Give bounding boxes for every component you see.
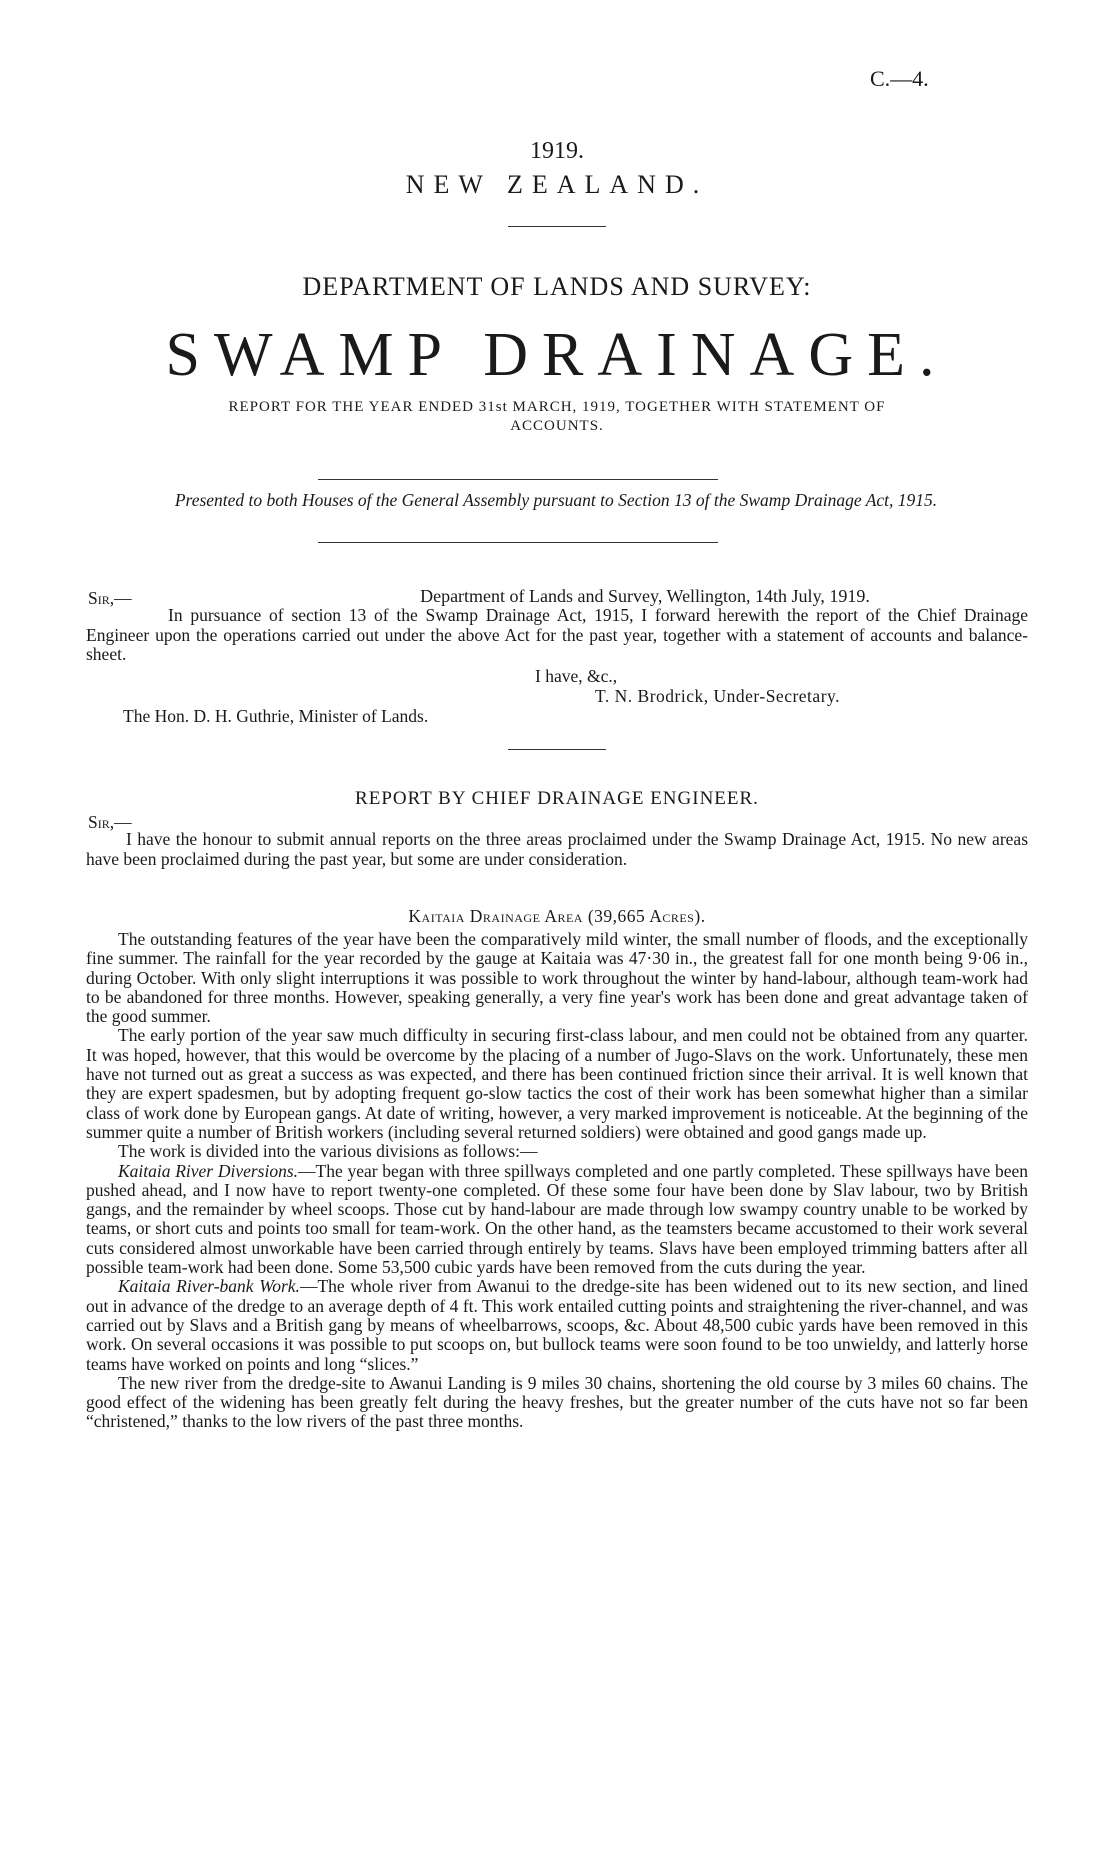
body-paragraph: Kaitaia River-bank Work.—The whole river from Awanui to the dredge-site has been widened out to its new section, and lined out in advance of the dredge to an average depth of 4 ft. This work entailed cutting points and straightening the river-channel, and was carried out by Slavs and a British gang by means of wheelbarrows, scoops, &c. About 48,500 cubic yards have been removed in this work. On several occasions it was possible to put scoops on, but bullock teams were soon found to be too unwieldy, and latterly horse teams have worked on points and long “slices.”: [86, 1276, 1029, 1374]
document-year: 1919.: [530, 138, 584, 164]
letter-body: In pursuance of section 13 of the Swamp Drainage Act, 1915, I forward herewith the report of the Chief Drainage Engineer upon the operations carried out under the above Act for the past year, together with a statement of accounts and balance-sheet.: [86, 605, 1028, 664]
report-salutation: Sir,—: [88, 812, 132, 832]
country-heading: NEW ZEALAND.: [405, 170, 709, 199]
divider-rule: [318, 479, 718, 480]
divider-rule: [508, 749, 606, 750]
body-paragraph: The work is divided into the various divisions as follows:—: [118, 1141, 538, 1162]
body-paragraph: The new river from the dredge-site to Awanui Landing is 9 miles 30 chains, shortening the old course by 3 miles 60 chains. The good effect of the widening has been greatly felt during the heavy freshes, but the greater number of the cuts have not so far been “christened,” thanks to the low rivers of the past three months.: [86, 1372, 1028, 1432]
letter-dateline: Department of Lands and Survey, Wellington, 14th July, 1919.: [420, 586, 870, 606]
report-subtitle: REPORT FOR THE YEAR ENDED 31st MARCH, 1919, TOGETHER WITH STATEMENT OF ACCOUNTS.: [228, 399, 886, 434]
area-heading: Kaitaia Drainage Area (39,665 Acres).: [408, 906, 706, 926]
letter-addressee: The Hon. D. H. Guthrie, Minister of Lands.: [123, 706, 429, 726]
letter-signature: T. N. Brodrick, Under-Secretary.: [595, 686, 841, 706]
department-heading: DEPARTMENT OF LANDS AND SURVEY:: [302, 272, 812, 301]
page-reference: C.—4.: [870, 66, 929, 91]
paragraph-lead: Kaitaia River-bank Work.: [118, 1276, 300, 1297]
body-paragraph: The outstanding features of the year have been the comparatively mild winter, the small number of floods, and the exceptionally fine summer. The rainfall for the year recorded by the gauge at Kaitaia was 47·30 in., the greatest fall for one month being 9·06 in., during October. With only slight interruptions it was possible to work throughout the winter by hand-labour, although team-work had to be abandoned for three months. However, speaking generally, a very fine year's work has been done and great advantage taken of the good summer.: [86, 929, 1028, 1027]
report-intro: I have the honour to submit annual reports on the three areas proclaimed under the Swamp Drainage Act, 1915. No new areas have been proclaimed during the past year, but some are under consideration.: [86, 829, 1028, 869]
report-body: [86, 930, 1028, 1432]
presented-note: Presented to both Houses of the General Assembly pursuant to Section 13 of the Swamp Drainage Act, 1915.: [174, 490, 938, 510]
main-title: SWAMP DRAINAGE.: [165, 321, 949, 389]
divider-rule: [508, 226, 606, 227]
body-paragraph: Kaitaia River Diversions.—The year began with three spillways completed and one partly completed. These spillways have been pushed ahead, and I now have to report twenty-one completed. Of these some four have been done by Slav labour, two by British gangs, and the remainder by wheel scoops. Those cut by hand-labour are made through low swampy country unable to be worked by teams, or short cuts and points too small for team-work. On the other hand, as the teamsters became accustomed to their work several cuts considered almost unworkable have been carried through entirely by teams. Slavs have been employed trimming batters after all possible team-work had been done. Some 53,500 cubic yards have been removed from the cuts during the year.: [86, 1160, 1028, 1278]
report-heading: REPORT BY CHIEF DRAINAGE ENGINEER.: [355, 788, 759, 809]
letter-salutation: Sir,—: [88, 588, 132, 608]
divider-rule: [318, 542, 718, 543]
body-paragraph: The early portion of the year saw much difficulty in securing first-class labour, and men could not be obtained from any quarter. It was hoped, however, that this would be overcome by the placing of a number of Jugo-Slavs on the work. Unfortunately, these men have not turned out as great a success as was expected, and there has been continued friction since their arrival. It is well known that they are expert spadesmen, but by adopting frequent go-slow tactics the cost of their work has been somewhat higher than a similar class of work done by European gangs. At date of writing, however, a very marked improvement is noticeable. At the beginning of the summer quite a number of British workers (including several returned soldiers) were obtained and good gangs made up.: [86, 1025, 1028, 1142]
letter-closing: I have, &c.,: [535, 666, 618, 686]
paragraph-lead: Kaitaia River Diversions.: [118, 1160, 299, 1181]
